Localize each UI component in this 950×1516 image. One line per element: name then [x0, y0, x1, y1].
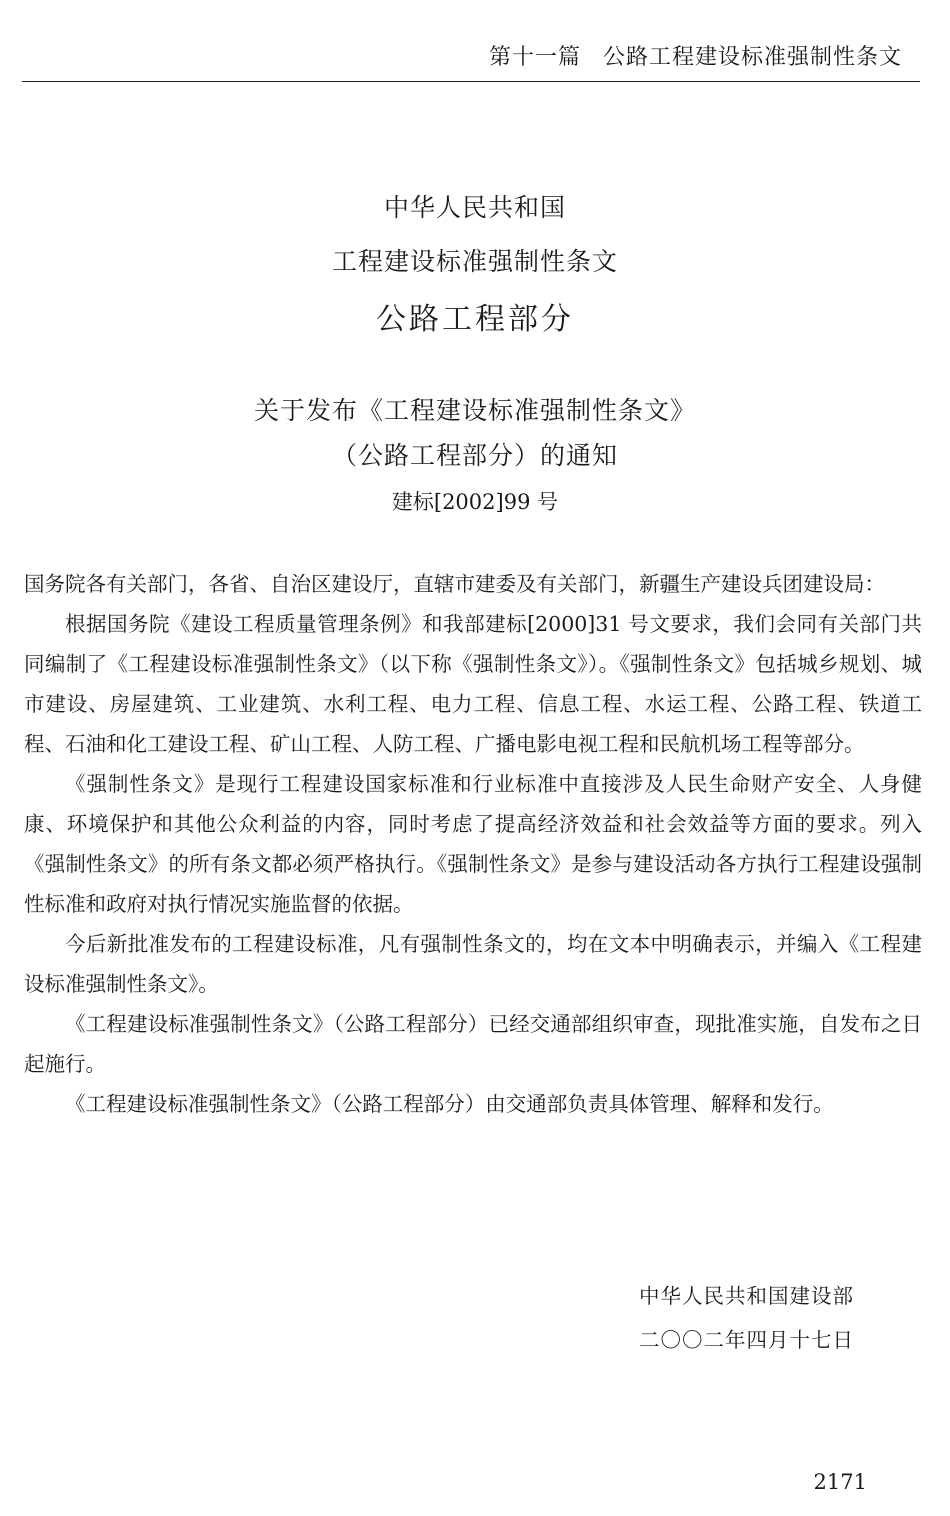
title-line-2: 工程建设标准强制性条文: [331, 247, 618, 276]
notice-doc-number: 建标[2002]99 号: [391, 490, 559, 514]
notice-title-line-1: 关于发布《工程建设标准强制性条文》: [253, 396, 696, 425]
signature-date: 二〇〇二年四月十七日: [639, 1328, 854, 1352]
running-header: [489, 40, 902, 71]
body-paragraph: 今后新批准发布的工程建设标准，凡有强制性条文的，均在文本中明确表示，并编入《工程建设标准强制性条文》。: [24, 932, 922, 996]
body-paragraph: 《强制性条文》是现行工程建设国家标准和行业标准中直接涉及人民生命财产安全、人身健康、环境保护和其他公众利益的内容，同时考虑了提高经济效益和社会效益等方面的要求。列入《强制性条文》的所有条文都必须严格执行。《强制性条文》是参与建设活动各方执行工程建设强制性标准和政府对执行情况实施监督的依据。: [24, 772, 922, 916]
notice-title-line-2: （公路工程部分）的通知: [331, 441, 618, 470]
title-line-3: 公路工程部分: [376, 302, 574, 337]
body-paragraph: 根据国务院《建设工程质量管理条例》和我部建标[2000]31 号文要求，我们会同有关部门共同编制了《工程建设标准强制性条文》（以下称《强制性条文》）。《强制性条文》包括城乡规划、城市建设、房屋建筑、工业建筑、水利工程、电力工程、信息工程、水运工程、公路工程、铁道工程、石油和化工建设工程、矿山工程、人防工程、广播电影电视工程和民航机场工程等部分。: [24, 612, 922, 756]
page-number: 2171: [813, 1470, 867, 1494]
addressee-paragraph: 国务院各有关部门，各省、自治区建设厅，直辖市建委及有关部门，新疆生产建设兵团建设局：: [24, 572, 885, 596]
notice-body: [24, 564, 922, 1124]
header-section: 第十一篇: [488, 45, 581, 70]
body-paragraph: 《工程建设标准强制性条文》（公路工程部分）由交通部负责具体管理、解释和发行。: [65, 1092, 834, 1116]
title-line-1: 中华人民共和国: [383, 193, 566, 222]
body-paragraph: 《工程建设标准强制性条文》（公路工程部分）已经交通部组织审查，现批准实施，自发布之日起施行。: [24, 1012, 922, 1076]
header-title: 公路工程建设标准强制性条文: [602, 45, 902, 70]
signature-issuer: 中华人民共和国建设部: [639, 1284, 854, 1308]
header-divider: [22, 81, 920, 82]
